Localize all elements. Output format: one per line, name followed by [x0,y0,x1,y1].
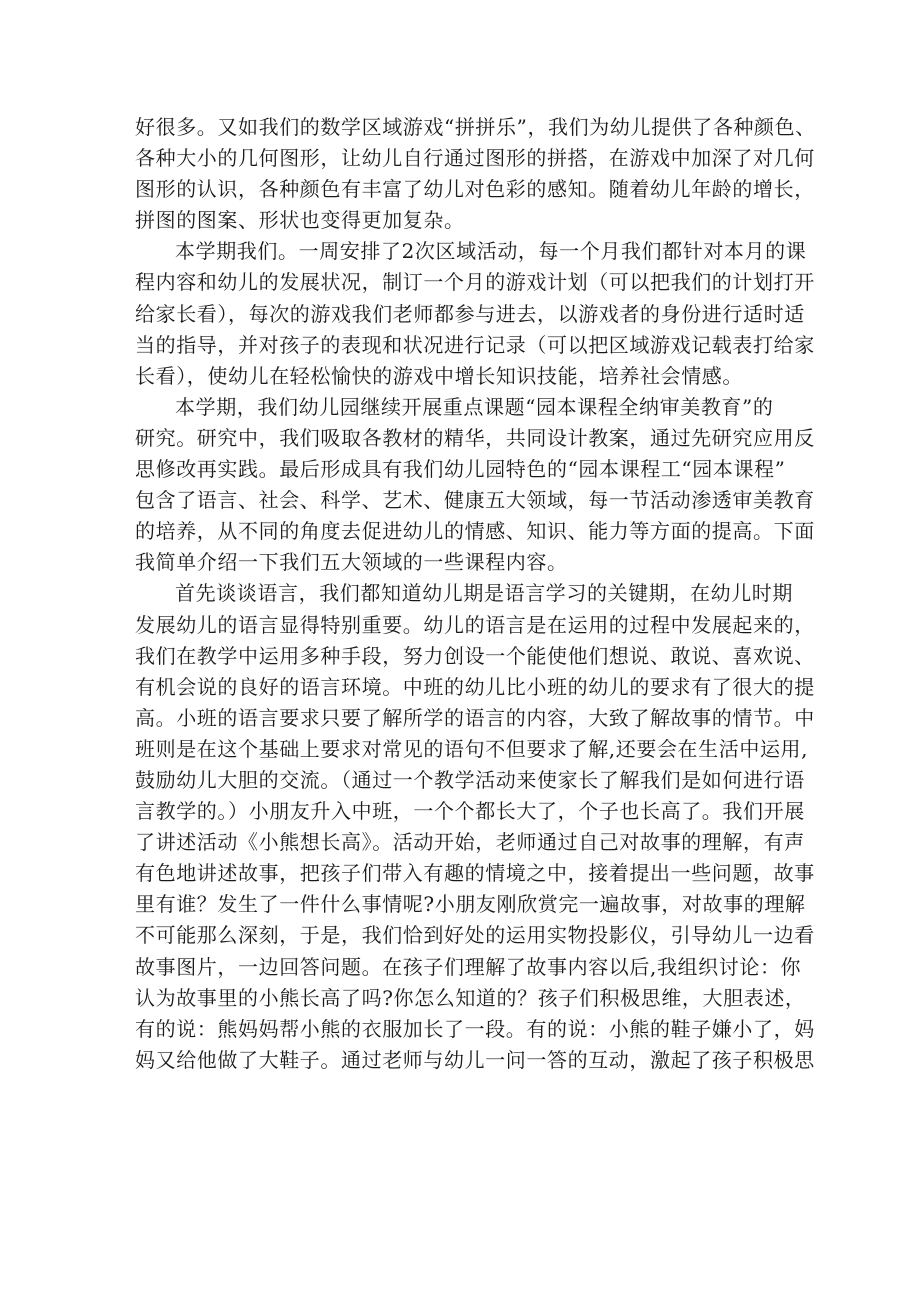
text-line: 图形的认识，各种颜色有丰富了幼儿对色彩的感知。随着幼儿年龄的增长， [135,177,815,202]
text-line: 拼图的图案、形状也变得更加复杂。 [135,208,465,233]
text-line: 好很多。又如我们的数学区域游戏“拼拼乐”，我们为幼儿提供了各种颜色、 [135,115,816,139]
document-body [135,112,816,1076]
text-line: 本学期，我们幼儿园继续开展重点课题“园本课程全纳审美教育”的 [175,394,774,419]
text-line: 长看），使幼儿在轻松愉快的游戏中增长知识技能，培养社会情感。 [135,363,743,388]
paragraph-4 [135,578,815,1076]
text-line: 高。小班的语言要求只要了解所学的语言的内容，大致了解故事的情节。中 [135,705,815,730]
text-line: 不可能那么深刻，于是，我们恰到好处的运用实物投影仪，引导幼儿一边看 [135,923,815,948]
text-line: 里有谁？发生了一件什么事情呢?小朋友刚欣赏完一遍故事，对故事的理解 [135,892,806,917]
text-line: 本学期我们。一周安排了2次区域活动，每一个月我们都针对本月的课 [175,239,807,264]
text-line: 妈又给他做了大鞋子。通过老师与幼儿一问一答的互动，激起了孩子积极思 [135,1047,815,1072]
text-line: 程内容和幼儿的发展状况，制订一个月的游戏计划（可以把我们的计划打开 [135,270,815,295]
text-line: 我们在教学中运用多种手段，努力创设一个能使他们想说、敢说、喜欢说、 [135,643,815,668]
text-line: 各种大小的几何图形，让幼儿自行通过图形的拼搭，在游戏中加深了对几何 [135,146,815,171]
paragraph-3 [135,392,815,579]
text-line: 故事图片，一边回答问题。在孩子们理解了故事内容以后,我组织讨论：你 [135,954,802,979]
text-line: 给家长看），每次的游戏我们老师都参与进去，以游戏者的身份进行适时适 [135,301,805,326]
text-line: 思修改再实践。最后形成具有我们幼儿园特色的“园本课程工“园本课程” [135,457,786,482]
text-line: 鼓励幼儿大胆的交流。（通过一个教学活动来使家长了解我们是如何进行语 [135,767,805,792]
text-line: 我简单介绍一下我们五大领域的一些课程内容。 [135,550,568,575]
text-line: 研究。研究中，我们吸取各教材的精华，共同设计教案，通过先研究应用反 [135,425,815,450]
text-line: 有色地讲述故事，把孩子们带入有趣的情境之中，接着提出一些问题，故事 [135,861,815,886]
text-line: 了讲述活动《小熊想长高》。活动开始，老师通过自己对故事的理解，有声 [135,830,805,855]
text-line: 班则是在这个基础上要求对常见的语句不但要求了解,还要会在生活中运用, [135,736,809,761]
text-line: 当的指导，并对孩子的表现和状况进行记录（可以把区域游戏记载表打给家 [135,332,815,357]
text-line: 包含了语言、社会、科学、艺术、健康五大领域，每一节活动渗透审美教育 [135,488,815,513]
text-line: 有的说：熊妈妈帮小熊的衣服加长了一段。有的说：小熊的鞋子嫌小了，妈 [135,1016,815,1041]
text-line: 言教学的。）小朋友升入中班，一个个都长大了，个子也长高了。我们开展 [135,799,805,824]
text-line: 有机会说的良好的语言环境。中班的幼儿比小班的幼儿的要求有了很大的提 [135,674,815,699]
text-line: 首先谈谈语言，我们都知道幼儿期是语言学习的关键期，在幼儿时期 [175,581,793,606]
text-line: 认为故事里的小熊长高了吗?你怎么知道的？孩子们积极思维，大胆表述， [135,985,806,1010]
paragraph-1 [135,112,816,236]
text-line: 发展幼儿的语言显得特别重要。幼儿的语言是在运用的过程中发展起来的， [135,612,815,637]
text-line: 的培养，从不同的角度去促进幼儿的情感、知识、能力等方面的提高。下面 [135,519,815,544]
paragraph-2 [135,236,815,391]
